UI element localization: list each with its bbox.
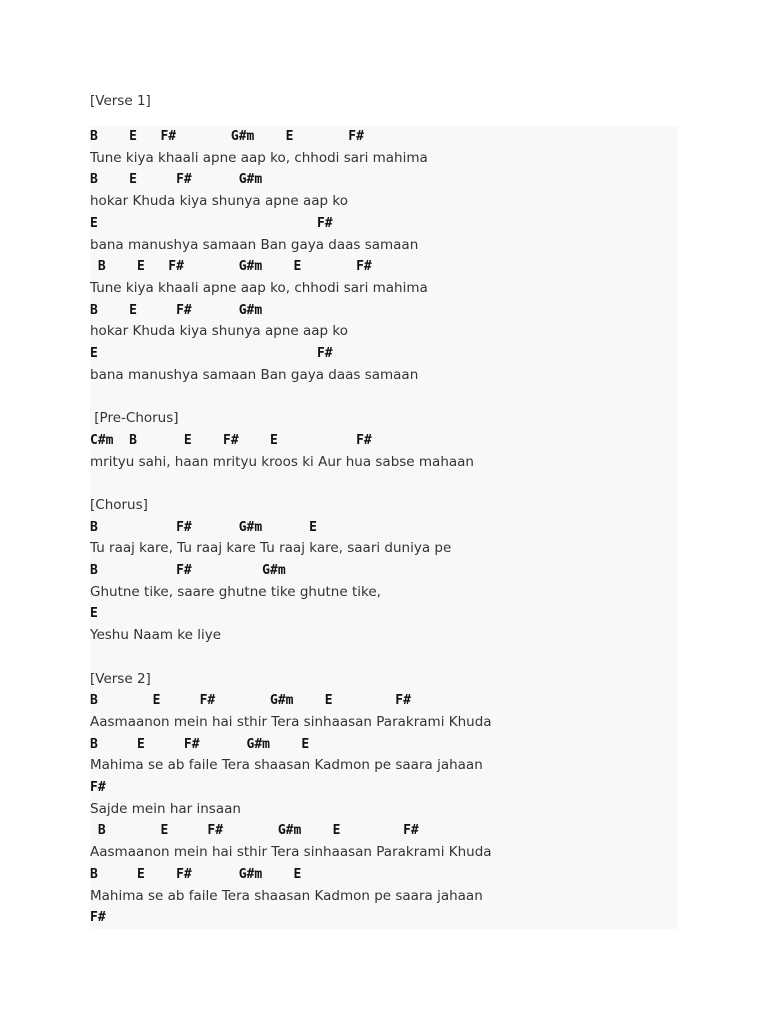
chord-line: B E F# G#m E <box>90 736 310 752</box>
lyric-line: bana manushya samaan Ban gaya daas samaan <box>90 236 419 253</box>
chord-line: E <box>90 606 98 622</box>
chord-line: B E F# G#m E F# <box>90 693 411 709</box>
chord-line: E F# <box>90 346 333 361</box>
section-label: [Verse 2] <box>90 670 151 687</box>
lyrics-sheet <box>90 126 678 929</box>
chord-line: B E F# G#m E F# <box>90 823 419 839</box>
lyric-line: Aasmaanon mein hai sthir Tera sinhaasan Parakrami Khuda <box>90 713 492 730</box>
chord-line: B E F# G#m <box>90 302 263 318</box>
chord-line: E F# <box>90 215 333 231</box>
lyric-line: Tu raaj kare, Tu raaj kare Tu raaj kare, saari duniya pe <box>90 540 452 557</box>
chord-line: B E F# G#m E F# <box>90 259 372 275</box>
lyric-line: Sajde mein har insaan <box>90 800 241 817</box>
chord-line: B E F# G#m E F# <box>90 129 364 144</box>
section-label: [Chorus] <box>90 496 148 513</box>
lyric-line: hokar Khuda kiya shunya apne aap ko <box>90 193 348 210</box>
lyric-line: Mahima se ab faile Tera shaasan Kadmon pe saara jahaan <box>90 887 483 904</box>
chord-line: B E F# G#m <box>90 172 263 188</box>
chord-line: F# <box>90 910 106 926</box>
section-label: [Pre-Chorus] <box>90 410 179 427</box>
lyric-line: Mahima se ab faile Tera shaasan Kadmon pe saara jahaan <box>90 757 483 774</box>
lyric-line: bana manushya samaan Ban gaya daas samaan <box>90 366 419 383</box>
chord-line: B F# G#m <box>90 563 286 578</box>
lyric-line: Tune kiya khaali apne aap ko, chhodi sari mahima <box>90 279 428 296</box>
lyric-line: Aasmaanon mein hai sthir Tera sinhaasan Parakrami Khuda <box>90 844 492 861</box>
chord-line: B E F# G#m E <box>90 866 302 882</box>
lyric-line: Ghutne tike, saare ghutne tike ghutne tike, <box>90 583 381 600</box>
section-label-verse-1: [Verse 1] <box>90 93 151 109</box>
chord-line: B F# G#m E <box>90 519 317 535</box>
chord-line: C#m B E F# E F# <box>90 432 372 448</box>
lyric-line: Tune kiya khaali apne aap ko, chhodi sari mahima <box>90 149 428 166</box>
lyric-line: hokar Khuda kiya shunya apne aap ko <box>90 323 348 340</box>
lyric-line: Yeshu Naam ke liye <box>90 627 222 644</box>
lyric-line: mrityu sahi, haan mrityu kroos ki Aur hua sabse mahaan <box>90 453 474 470</box>
chord-line: F# <box>90 780 106 795</box>
